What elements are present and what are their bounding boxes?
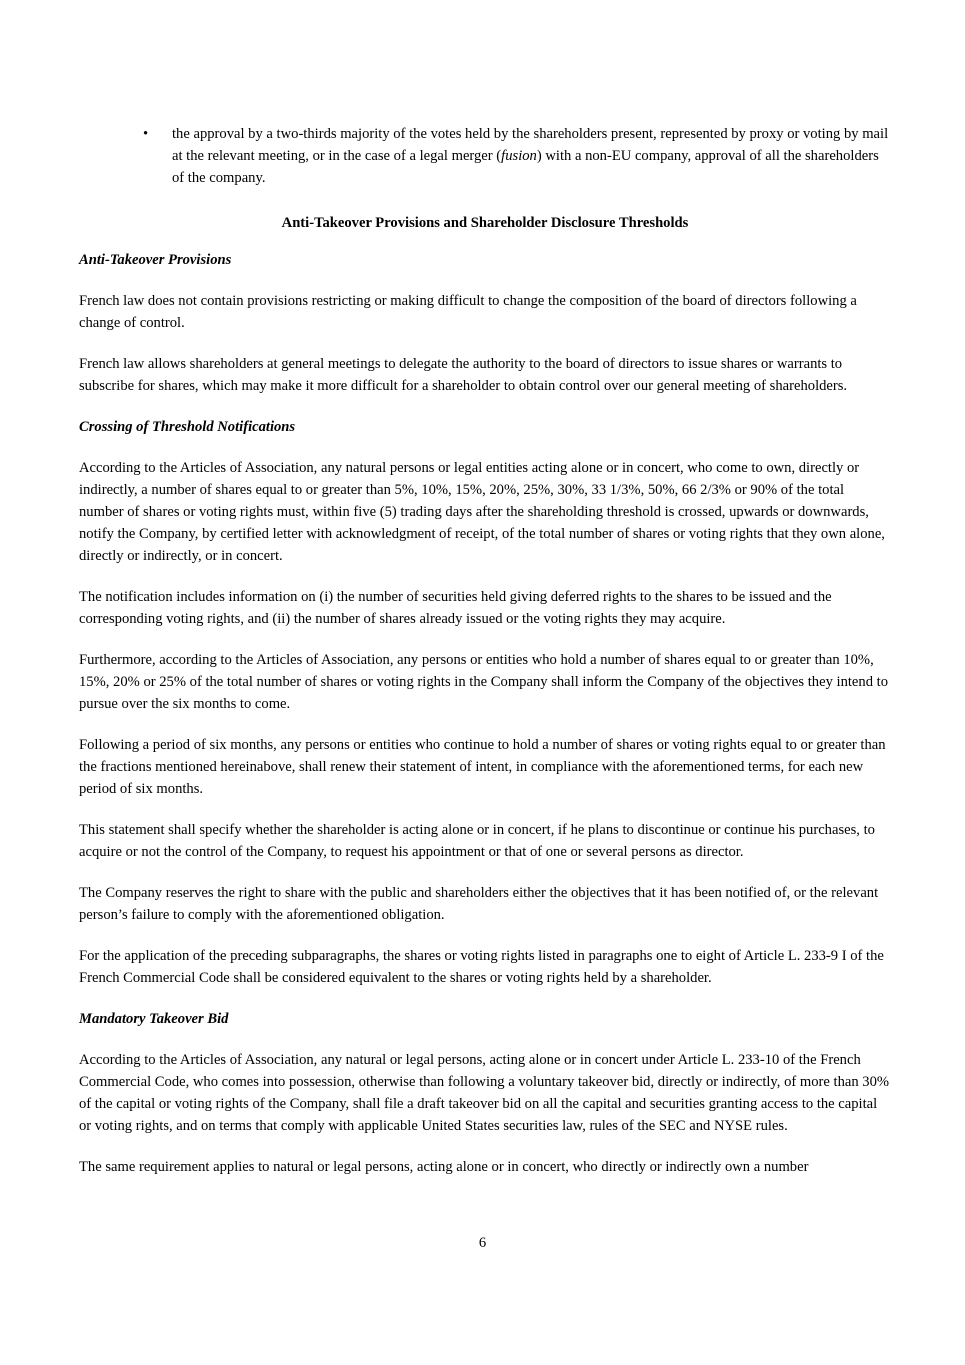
paragraph: French law allows shareholders at general meetings to delegate the authority to the board of directors to issue shares or warrants to subscribe for shares, which may make it more difficult for a shareholder to obtain control over our general meeting of shareholders.: [79, 356, 848, 394]
document-page: [79, 123, 891, 1197]
bullet-text-italic: fusion: [501, 148, 537, 164]
paragraph: According to the Articles of Association, any natural persons or legal entities acting alone or in concert, who come to own, directly or indirectly, a number of shares equal to or greater than 5%, 10%, 15%, 20%, 25%, 30%, 33 1/3%, 50%, 66 2/3% or 90% of the total number of shares or voting rights must, within five (5) trading days after the shareholding threshold is crossed, upwards or downwards, notify the Company, by certified letter with acknowledgment of receipt, of the total number of shares or voting rights that they own alone, directly or indirectly, or in concert.: [79, 460, 885, 564]
paragraph: Furthermore, according to the Articles of Association, any persons or entities who hold a number of shares equal to or greater than 10%, 15%, 20% or 25% of the total number of shares or voting rights in the Company shall inform the Company of the objectives they intend to pursue over the six months to come.: [79, 652, 888, 712]
paragraph: Following a period of six months, any persons or entities who continue to hold a number of shares or voting rights equal to or greater than the fractions mentioned hereinabove, shall renew their statement of intent, in compliance with the aforementioned terms, for each new period of six months.: [79, 737, 886, 797]
paragraph: French law does not contain provisions restricting or making difficult to change the composition of the board of directors following a change of control.: [79, 293, 857, 331]
bullet-text-end: ) with a non-EU company, approval of all the shareholders of the company.: [172, 148, 879, 186]
heading-crossing-thresholds: Crossing of Threshold Notifications: [79, 419, 296, 435]
paragraph: According to the Articles of Association, any natural or legal persons, acting alone or in concert under Article L. 233-10 of the French Commercial Code, who comes into possession, otherwise than following a voluntary takeover bid, directly or indirectly, of more than 30% of the capital or voting rights of the Company, shall file a draft takeover bid on all the capital and securities granting access to the capital or voting rights, and on terms that comply with applicable United States securities law, rules of the SEC and NYSE rules.: [79, 1052, 890, 1134]
page-number: 6: [478, 1235, 487, 1251]
paragraph: The notification includes information on (i) the number of securities held giving deferred rights to the shares to be issued and the corresponding voting rights, and (ii) the number of shares already issued or the voting rights they may acquire.: [79, 589, 832, 627]
paragraph: For the application of the preceding subparagraphs, the shares or voting rights listed in paragraphs one to eight of Article L. 233-9 I of the French Commercial Code shall be considered equivalent to the shares or voting rights held by a shareholder.: [79, 948, 884, 986]
bullet-item: [79, 123, 891, 189]
paragraph: The Company reserves the right to share with the public and shareholders either the objectives that it has been notified of, or the relevant person’s failure to comply with the aforementioned obligation.: [79, 885, 879, 923]
bullet-symbol: •: [143, 126, 149, 142]
heading-anti-takeover: Anti-Takeover Provisions: [79, 252, 232, 268]
heading-mandatory-takeover-bid: Mandatory Takeover Bid: [79, 1011, 229, 1027]
paragraph: The same requirement applies to natural or legal persons, acting alone or in concert, who directly or indirectly own a number: [79, 1159, 809, 1175]
bullet-text-start: the approval by a two-thirds majority of the votes held by the shareholders present, represented by proxy or voting by mail at the relevant meeting, or in the case of a legal merger (: [172, 126, 889, 164]
paragraph: This statement shall specify whether the shareholder is acting alone or in concert, if he plans to discontinue or continue his purchases, to acquire or not the control of the Company, to request his appointment or that of one or several persons as director.: [79, 822, 875, 860]
section-title: Anti-Takeover Provisions and Shareholder Disclosure Thresholds: [281, 215, 689, 231]
